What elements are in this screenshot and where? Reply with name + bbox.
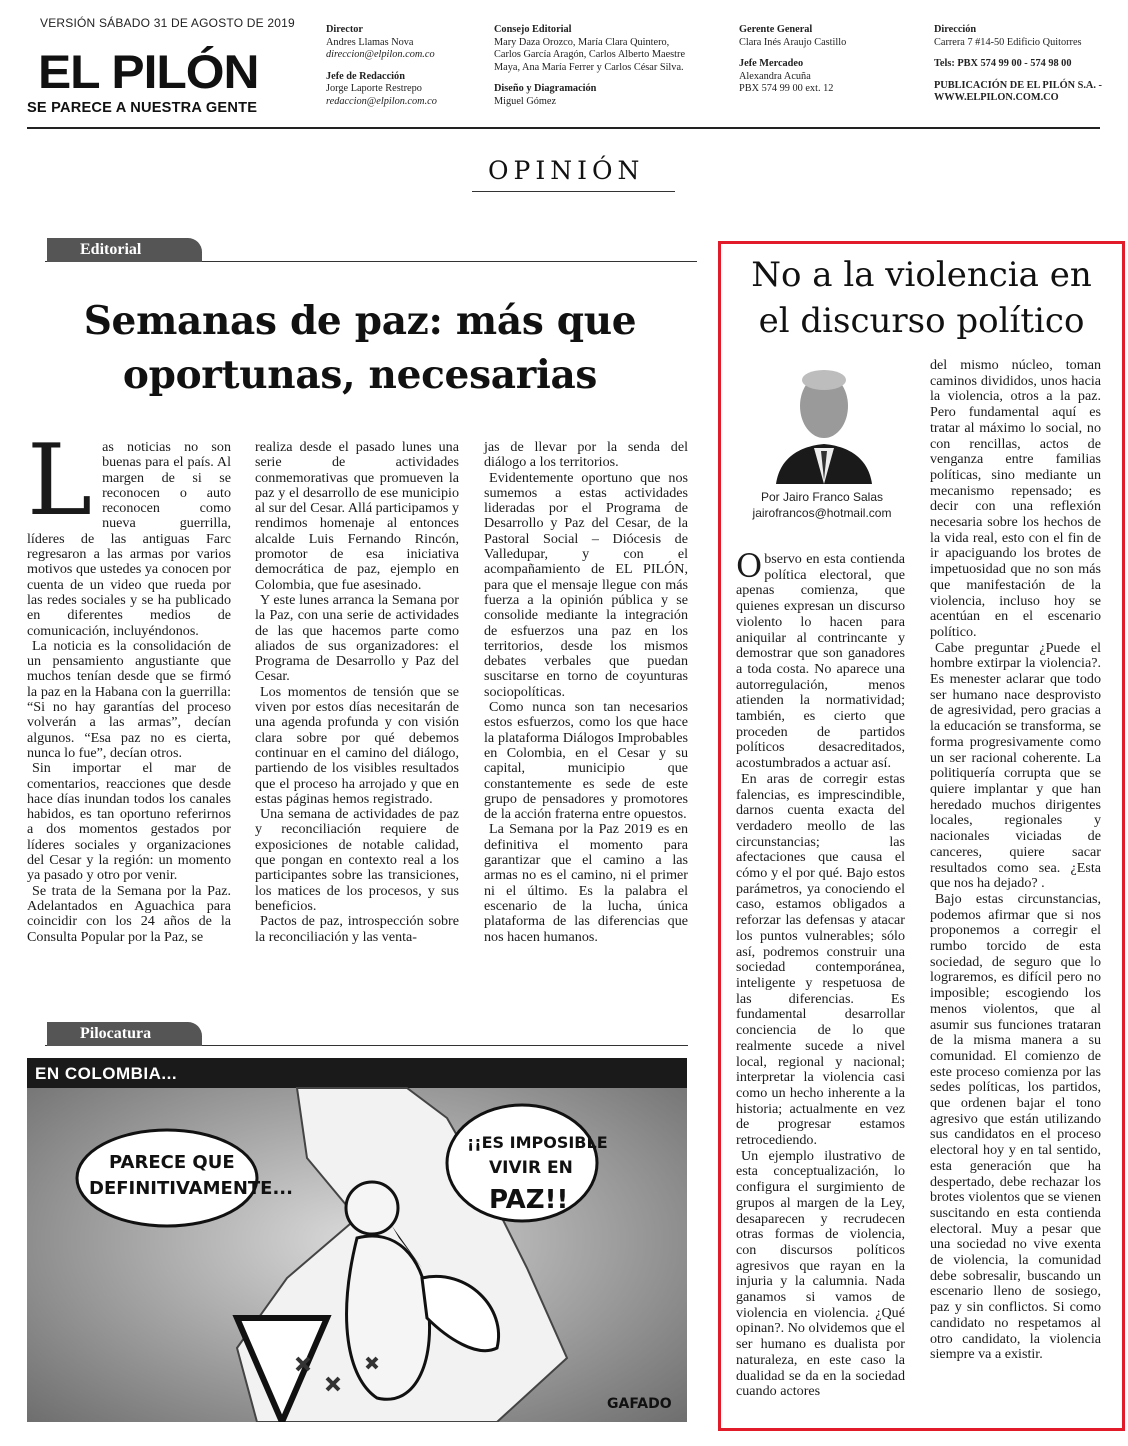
editorial-label: Editorial [47, 238, 202, 262]
editorial-headline-line: oportunas, necesarias [122, 352, 598, 398]
opinion-byline: Por Jairo Franco Salas [760, 490, 884, 504]
staff-consejo-block [494, 24, 685, 109]
opinion-paragraph: Un ejemplo ilustrativo de esta conceptualización, lo configura el surgimiento de grupos al margen de la Ley, desaparecen y recrudecen otras formas de violencia, con discursos políticos agresivos que rayan en la injuria y la calumnia. Nada ganamos si vamos de violencia en violencia. ¿Qué opinan?. No olvidemos que el ser humano es dualista por naturaleza, en este caso la dualidad se da en la sociedad cuando actores [736, 1147, 905, 1400]
staff-heading: Diseño y Diagramación [494, 83, 597, 95]
editorial-paragraph: Una semana de actividades de paz y reconciliación requiere de exposiciones de notable calidad, que pongan en contexto real a los participantes sobre las transiciones, los matices de los procesos, y sus beneficios. [255, 806, 459, 914]
staff-director-block [326, 24, 437, 109]
editorial-headline [36, 294, 684, 402]
opinion-byline-block [722, 489, 922, 521]
staff-heading: Gerente General [739, 24, 813, 35]
cartoon-drawing [27, 1058, 687, 1422]
editorial-paragraph: Como nunca son tan necesarios estos esfuerzos, como los que hace la plataforma Diálogos Improbables en Colombia, en el Cesar y su capital, municipio que constantemente es sede de este grupo de pensadores y promotores de la acción fraterna entre opuestos. [484, 699, 688, 823]
section-title: OPINIÓN [488, 156, 645, 185]
opinion-paragraph: En aras de corregir estas falencias, es imprescindible, darnos cuenta exacta del verdadero meollo de las circunstancias; las afectaciones que causa el cómo y el por qué. Bajo estos parámetros, ya conociendo el caso, estamos obligados a reforzar las defensas y atacar los puntos vulnerables; sólo así, podremos construir una sociedad contemporánea, inteligente y respetuosa de las diferencias. Es fundamental desarrollar conciencia de lo que realmente sucede a nivel local, regional y nacional; interpretar la violencia casi como un hecho inherente a la historia; actualmente en vez de progresar estamos retrocediendo. [736, 770, 905, 1149]
dove-head [346, 1182, 398, 1234]
editorial-paragraph: jas de llevar por la senda del diálogo a los territorios. [484, 439, 688, 471]
edition-date: VERSIÓN SÁBADO 31 DE AGOSTO DE 2019 [40, 16, 295, 30]
editorial-paragraph: Los momentos de tensión que se viven por estos días necesitarán de una agenda profunda y con visión clara sobre por qué debemos continuar en el camino del diálogo, partiendo de los visibles resultados que el proceso ha arrojado y que en estas páginas hemos registrado. [255, 683, 459, 807]
staff-heading: Dirección [934, 24, 977, 35]
editorial-headline-line: Semanas de paz: más que [83, 298, 637, 344]
bubble-right-line: VIVIR EN [489, 1158, 573, 1178]
author-hair [802, 370, 846, 390]
author-photo [772, 356, 876, 484]
bubble-left-line: DEFINITIVAMENTE... [89, 1178, 293, 1199]
opinion-headline-line: el discurso político [758, 301, 1085, 341]
bubble-right-line: ¡¡ES IMPOSIBLE [467, 1133, 608, 1152]
cartoon-label: Pilocatura [47, 1022, 202, 1046]
newspaper-logo: EL PILÓN [38, 45, 259, 98]
bubble-left-line: PARECE QUE [109, 1152, 235, 1173]
staff-email: redaccion@elpilon.com.co [326, 95, 437, 107]
opinion-headline [718, 252, 1125, 344]
staff-name: Jorge Laporte Restrepo [326, 83, 422, 95]
staff-website: WWW.ELPILON.COM.CO [934, 92, 1059, 104]
staff-gerencia-block [739, 24, 846, 96]
newspaper-tagline: SE PARECE A NUESTRA GENTE [27, 100, 258, 116]
editorial-dropcap: L [27, 424, 93, 538]
masthead-rule [27, 127, 1100, 129]
editorial-paragraph: as noticias no son buenas para el país. Al margen de si se reconocen o auto reconocen como nueva guerrilla, líderes de las antiguas Farc regresaron a las armas por varios motivos que ustedes ya conocen por cuenta de un video que rueda por las redes sociales y se ha publicado en diferentes medios de comunicación, incluyéndonos. [27, 439, 231, 639]
editorial-paragraph: Sin importar el mar de comentarios, reacciones que desde hace días inundan todos los canales habidos, es tan oportuno referirnos a dos momentos gestados por líderes sociales y organizaciones del Cesar y la región: un momento ya pasado y otro por venir. [27, 760, 231, 884]
staff-name: Miguel Gómez [494, 95, 557, 107]
staff-name: Andres Llamas Nova [326, 36, 414, 48]
editorial-paragraph: Pactos de paz, introspección sobre la reconciliación y las venta- [255, 913, 459, 945]
editorial-column-1 [27, 424, 231, 945]
staff-publisher: PUBLICACIÓN DE EL PILÓN S.A. - [934, 79, 1102, 91]
staff-address: Carrera 7 #14-50 Edificio Quitorres [934, 36, 1082, 48]
staff-name: Carlos García Aragón, Carlos Alberto Maestre [494, 49, 686, 61]
opinion-paragraph: Cabe preguntar ¿Puede el hombre extirpar la violencia?. Es menester aclarar que todo ser humano nace desprovisto de agresividad, pero gracias a la educación se transforma, se forma progresivamente como un ser racional coherente. La politiquería corrupta que se quiere implantar y que han heredado muchos dirigentes locales, regionales y nacionales viciadas de canceres, quiere sacar resultados como sea. ¿Esta que nos ha dejado? . [930, 639, 1101, 892]
editorial-column-2 [255, 440, 459, 945]
staff-phone: PBX 574 99 00 ext. 12 [739, 83, 834, 95]
opinion-dropcap: O [736, 547, 763, 585]
cartoon-illustration [27, 1058, 687, 1422]
editorial-paragraph: realiza desde el pasado lunes una serie de actividades conmemorativas que promueven la paz y el desarrollo de ese municipio al sur del Cesar. Allá participamos y rendimos homenaje al entonces alcalde Luis Fernando Rincón, promotor de esa iniciativa democrática de paz, ejemplo en Colombia, que fue asesinado. [255, 439, 459, 593]
staff-email: direccion@elpilon.com.co [326, 49, 435, 61]
staff-name: Clara Inés Araujo Castillo [739, 36, 847, 48]
staff-heading: Jefe de Redacción [326, 70, 405, 82]
editorial-paragraph: La noticia es la consolidación de un pensamiento angustiante que muchos tenían desde que se firmó la paz en la Habana con la guerrilla: “Si no hay garantías del proceso volverán a las armas”, decían algunos. “Esa paz no es cierta, nunca lo fue”, decían otros. [27, 637, 231, 761]
editorial-paragraph: La Semana por la Paz 2019 es en definitiva el momento para garantizar que el camino a las armas no es el camino, ni el primer ni el último. Es la palabra el escenario de la lucha, única plataforma de las diferencias que nos hacen humanos. [484, 821, 688, 945]
staff-name: Maya, Ana María Ferrer y Carlos César Silva. [494, 61, 684, 73]
editorial-paragraph: Y este lunes arranca la Semana por la Paz, con una serie de actividades de las que hacemos parte como aliados de sus organizadores: el Programa de Desarrollo y Paz del Cesar. [255, 591, 459, 685]
editorial-paragraph: Se trata de la Semana por la Paz. Adelantados en Aguachica para coincidir con los 24 años de la Consulta Popular por la Paz, se [27, 882, 231, 945]
opinion-column-1 [736, 547, 905, 1400]
section-underline [472, 191, 675, 192]
opinion-column-2 [930, 358, 1101, 1363]
opinion-paragraph: del mismo núcleo, toman caminos divididos, unos hacia la violencia, otros a la paz. Pero fundamental aquí es tratar al máximo lo social, no con rencillas, actos de venganza entre familias políticas, sino mediante un mecanismo repensado; es decir con una reflexión necesaria sobre los hechos de la vida real, esto con el fin de ir apaciguando los brotes de impetuosidad que no son más que manifestación de la violencia, incluso hoy se acentúan en el escenario político. [930, 357, 1101, 640]
editorial-paragraph: Evidentemente oportuno que nos sumemos a estas actividades lideradas por el Programa de Desarrollo y Paz del Cesar, de la Pastoral Social – Diócesis de Valledupar, y con el acompañamiento de EL PILÓN, para que el mensaje llegue con más fuerza a la opinión pública y se consolide mediante la integración de esfuerzos una paz en los territorios, desde los mismos debates verbales que puedan suscitarse en torno de coyunturas sociopolíticas. [484, 469, 688, 700]
staff-heading: Director [326, 24, 363, 35]
staff-direccion-block [934, 24, 1102, 105]
opinion-paragraph: bservo en esta contienda política electoral, que apenas comienza, que quienes expresan un discurso violento lo hacen para aniquilar al contrincante y demostrar que son ganadores a toda costa. No aparece una autorregulación, menos atienden la normatividad; también, es cierto que proceden de partidos políticos desacreditados, acostumbrados a actuar así. [736, 551, 905, 772]
editorial-column-3 [484, 440, 688, 945]
staff-heading: Consejo Editorial [494, 24, 572, 35]
staff-heading: Jefe Mercadeo [739, 58, 804, 70]
cartoonist-signature: GAFADO [607, 1396, 672, 1412]
opinion-headline-line: No a la violencia en [751, 255, 1092, 295]
opinion-author-email: jairofrancos@hotmail.com [752, 506, 892, 520]
staff-name: Alexandra Acuña [739, 70, 811, 82]
cartoon-title: EN COLOMBIA... [35, 1064, 178, 1083]
opinion-paragraph: Bajo estas circunstancias, podemos afirmar que si nos proponemos a corregir el rumbo torcido de esta sociedad, de seguro que lo lograremos, es difícil pero no imposible; escogiendo los menos violentos, que al asumir sus funciones trataran de la misma manera a su comunidad. El comienzo de este proceso comienza por las sedes políticas, los partidos, que ordenen bajar el tono agresivo que están utilizando sus candidatos en el proceso electoral hoy y en tal sentido, esta generación que ha despertado, debe rechazar los brotes violentos que se vienen suscitando en esta contienda electoral. Muy a pesar que una sociedad no vive exenta de violencia, la comunidad debe sobresalir, buscando un escenario lleno de sosiego, paz y sin conflictos. Si como candidato no respetamos al otro candidato, la violencia siempre va a existir. [930, 890, 1101, 1363]
bubble-right-line: PAZ!! [489, 1185, 569, 1215]
staff-phones: Tels: PBX 574 99 00 - 574 98 00 [934, 58, 1072, 70]
staff-name: Mary Daza Orozco, María Clara Quintero, [494, 36, 670, 48]
